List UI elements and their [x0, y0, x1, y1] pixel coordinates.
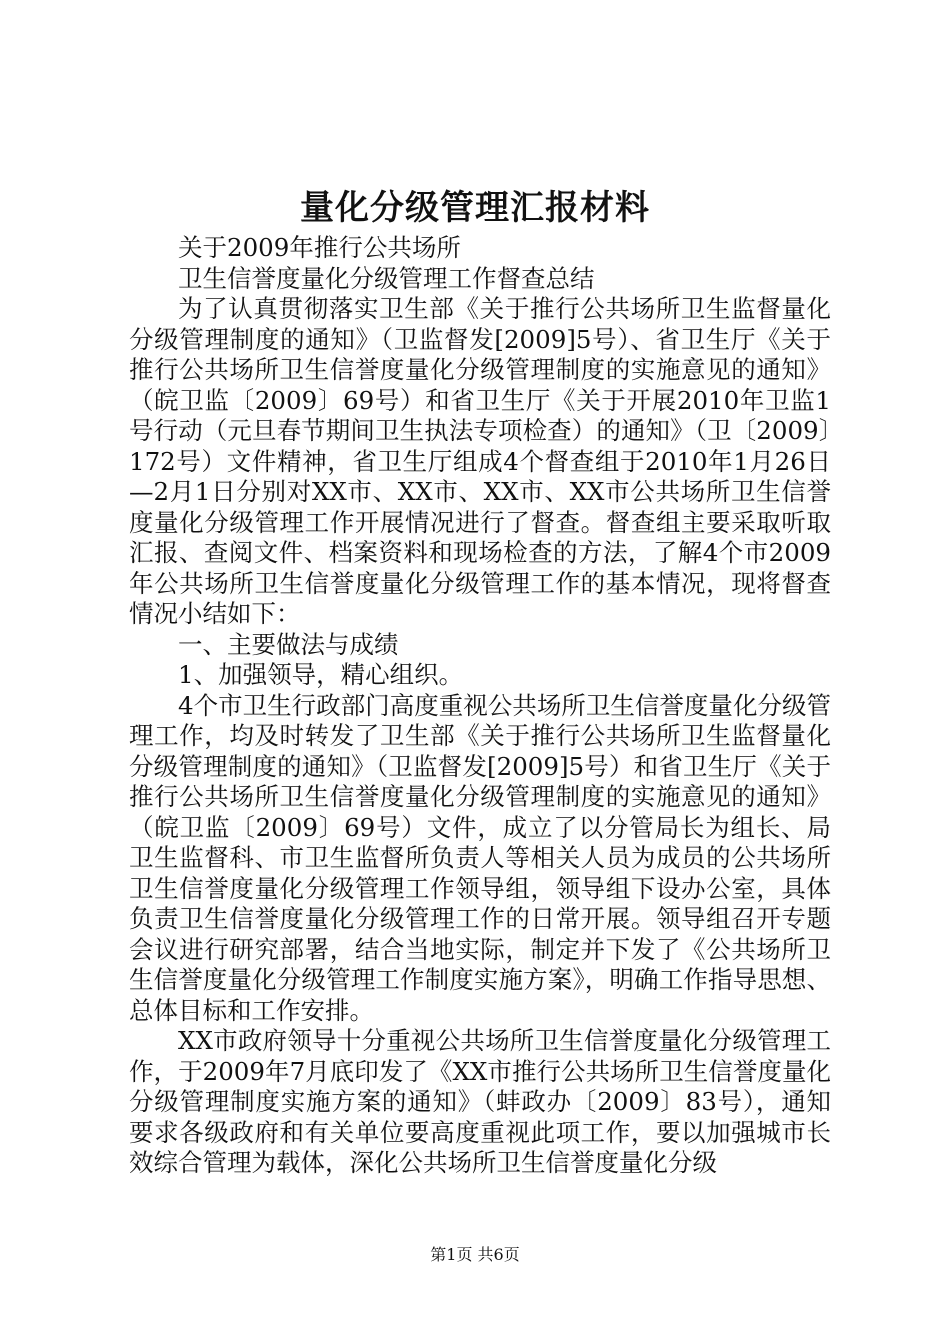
paragraph-city-government: XX市政府领导十分重视公共场所卫生信誉度量化分级管理工作，于2009年7月底印发了《XX市推行公共场所卫生信誉度量化分级管理制度实施方案的通知》（蚌政办〔2009〕83号），通知要求各级政府和有关单位要高度重视此项工作，要以加强城市长效综合管理为载体，深化公共场所卫生信誉度量化分级 [129, 1026, 831, 1177]
paragraph-subtitle-2: 卫生信誉度量化分级管理工作督查总结 [178, 263, 595, 293]
document-title: 量化分级管理汇报材料 [300, 188, 650, 228]
paragraph-subtitle-1: 关于2009年推行公共场所 [178, 233, 461, 262]
subsection-heading: 1、加强领导，精心组织。 [178, 660, 464, 689]
paragraph-leadership: 4个市卫生行政部门高度重视公共场所卫生信誉度量化分级管理工作，均及时转发了卫生部《关于推行公共场所卫生监督量化分级管理制度的通知》（卫监督发[2009]5号）和省卫生厅《关于推行公共场所卫生信誉度量化分级管理制度的实施意见的通知》（皖卫监〔2009〕69号）文件，成立了以分管局长为组长、局卫生监督科、市卫生监督所负责人等相关人员为成员的公共场所卫生信誉度量化分级管理工作领导组，领导组下设办公室，具体负责卫生信誉度量化分级管理工作的日常开展。领导组召开专题会议进行研究部署，结合当地实际，制定并下发了《公共场所卫生信誉度量化分级管理工作制度实施方案》，明确工作指导思想、总体目标和工作安排。 [129, 690, 831, 1025]
page-footer: 第1页 共6页 [430, 1245, 520, 1264]
section-heading: 一、主要做法与成绩 [178, 629, 399, 659]
document-body [129, 233, 831, 1179]
paragraph-intro: 为了认真贯彻落实卫生部《关于推行公共场所卫生监督量化分级管理制度的通知》（卫监督发[2009]5号）、省卫生厅《关于推行公共场所卫生信誉度量化分级管理制度的实施意见的通知》（皖卫监〔2009〕69号）和省卫生厅《关于开展2010年卫监1号行动（元旦春节期间卫生执法专项检查）的通知》（卫〔2009〕172号）文件精神，省卫生厅组成4个督查组于2010年1月26日—2月1日分别对XX市、XX市、XX市、XX市公共场所卫生信誉度量化分级管理工作开展情况进行了督查。督查组主要采取听取汇报、查阅文件、档案资料和现场检查的方法，了解4个市2009年公共场所卫生信誉度量化分级管理工作的基本情况，现将督查情况小结如下： [129, 294, 831, 628]
